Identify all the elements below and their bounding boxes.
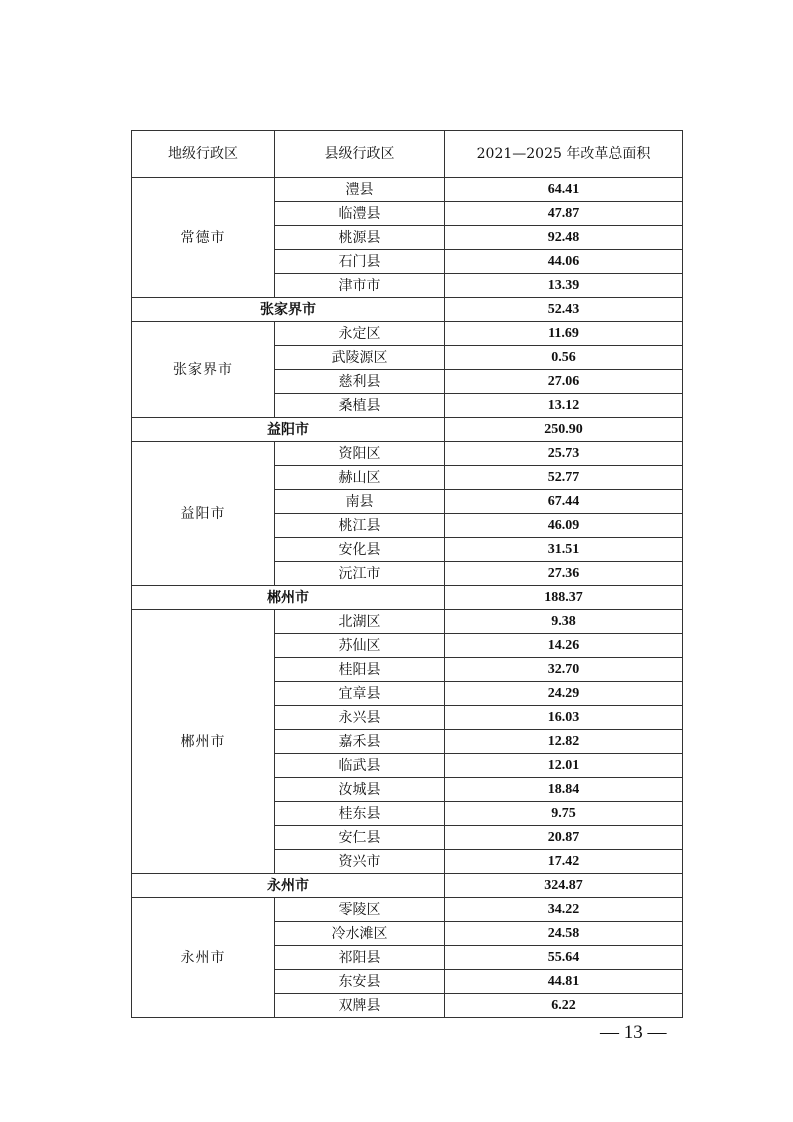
county-name: 桃源县 bbox=[275, 226, 445, 250]
county-name: 资兴市 bbox=[275, 850, 445, 874]
county-name: 嘉禾县 bbox=[275, 730, 445, 754]
county-name: 东安县 bbox=[275, 970, 445, 994]
county-name: 桃江县 bbox=[275, 514, 445, 538]
table-row bbox=[132, 178, 683, 202]
county-name: 临武县 bbox=[275, 754, 445, 778]
county-name: 永定区 bbox=[275, 322, 445, 346]
page-number: — 13 — bbox=[600, 1022, 667, 1043]
area-table bbox=[131, 130, 683, 1018]
county-name: 宜章县 bbox=[275, 682, 445, 706]
subtotal-value: 250.90 bbox=[445, 418, 683, 442]
county-name: 桂阳县 bbox=[275, 658, 445, 682]
county-area-value: 27.06 bbox=[445, 370, 683, 394]
subtotal-name: 益阳市 bbox=[132, 418, 445, 442]
county-area-value: 13.39 bbox=[445, 274, 683, 298]
header-county: 县级行政区 bbox=[275, 131, 445, 178]
subtotal-name: 永州市 bbox=[132, 874, 445, 898]
county-area-value: 20.87 bbox=[445, 826, 683, 850]
county-area-value: 14.26 bbox=[445, 634, 683, 658]
county-name: 临澧县 bbox=[275, 202, 445, 226]
county-name: 双牌县 bbox=[275, 994, 445, 1018]
county-name: 赫山区 bbox=[275, 466, 445, 490]
county-area-value: 47.87 bbox=[445, 202, 683, 226]
county-area-value: 9.75 bbox=[445, 802, 683, 826]
subtotal-value: 188.37 bbox=[445, 586, 683, 610]
county-name: 资阳区 bbox=[275, 442, 445, 466]
county-name: 澧县 bbox=[275, 178, 445, 202]
county-area-value: 27.36 bbox=[445, 562, 683, 586]
header-row bbox=[132, 131, 683, 178]
table-row bbox=[132, 442, 683, 466]
subtotal-value: 52.43 bbox=[445, 298, 683, 322]
county-name: 祁阳县 bbox=[275, 946, 445, 970]
subtotal-row bbox=[132, 874, 683, 898]
county-area-value: 0.56 bbox=[445, 346, 683, 370]
county-area-value: 67.44 bbox=[445, 490, 683, 514]
subtotal-value: 324.87 bbox=[445, 874, 683, 898]
county-area-value: 46.09 bbox=[445, 514, 683, 538]
county-name: 汝城县 bbox=[275, 778, 445, 802]
county-area-value: 9.38 bbox=[445, 610, 683, 634]
county-name: 北湖区 bbox=[275, 610, 445, 634]
county-area-value: 11.69 bbox=[445, 322, 683, 346]
county-name: 零陵区 bbox=[275, 898, 445, 922]
county-name: 慈利县 bbox=[275, 370, 445, 394]
header-area: 2021—2025 年改革总面积 bbox=[445, 131, 683, 178]
subtotal-name: 郴州市 bbox=[132, 586, 445, 610]
county-name: 安化县 bbox=[275, 538, 445, 562]
prefecture-cell: 益阳市 bbox=[132, 442, 275, 586]
prefecture-cell: 常德市 bbox=[132, 178, 275, 298]
county-area-value: 18.84 bbox=[445, 778, 683, 802]
subtotal-name: 张家界市 bbox=[132, 298, 445, 322]
county-area-value: 16.03 bbox=[445, 706, 683, 730]
subtotal-row bbox=[132, 298, 683, 322]
county-area-value: 52.77 bbox=[445, 466, 683, 490]
county-name: 石门县 bbox=[275, 250, 445, 274]
county-name: 安仁县 bbox=[275, 826, 445, 850]
county-area-value: 31.51 bbox=[445, 538, 683, 562]
county-name: 南县 bbox=[275, 490, 445, 514]
county-area-value: 17.42 bbox=[445, 850, 683, 874]
subtotal-row bbox=[132, 586, 683, 610]
table-body bbox=[132, 178, 683, 1018]
county-name: 沅江市 bbox=[275, 562, 445, 586]
county-area-value: 25.73 bbox=[445, 442, 683, 466]
county-area-value: 12.82 bbox=[445, 730, 683, 754]
prefecture-cell: 郴州市 bbox=[132, 610, 275, 874]
table-row bbox=[132, 898, 683, 922]
county-area-value: 92.48 bbox=[445, 226, 683, 250]
county-area-value: 24.58 bbox=[445, 922, 683, 946]
county-name: 苏仙区 bbox=[275, 634, 445, 658]
county-area-value: 24.29 bbox=[445, 682, 683, 706]
county-area-value: 32.70 bbox=[445, 658, 683, 682]
county-area-value: 44.06 bbox=[445, 250, 683, 274]
county-area-value: 13.12 bbox=[445, 394, 683, 418]
subtotal-row bbox=[132, 418, 683, 442]
county-area-value: 34.22 bbox=[445, 898, 683, 922]
table-header bbox=[132, 131, 683, 178]
county-name: 永兴县 bbox=[275, 706, 445, 730]
county-area-value: 12.01 bbox=[445, 754, 683, 778]
county-name: 冷水滩区 bbox=[275, 922, 445, 946]
county-name: 武陵源区 bbox=[275, 346, 445, 370]
prefecture-cell: 永州市 bbox=[132, 898, 275, 1018]
county-name: 津市市 bbox=[275, 274, 445, 298]
table-row bbox=[132, 322, 683, 346]
county-area-value: 6.22 bbox=[445, 994, 683, 1018]
table-row bbox=[132, 610, 683, 634]
county-area-value: 44.81 bbox=[445, 970, 683, 994]
county-name: 桑植县 bbox=[275, 394, 445, 418]
header-prefecture: 地级行政区 bbox=[132, 131, 275, 178]
prefecture-cell: 张家界市 bbox=[132, 322, 275, 418]
county-area-value: 64.41 bbox=[445, 178, 683, 202]
county-name: 桂东县 bbox=[275, 802, 445, 826]
county-area-value: 55.64 bbox=[445, 946, 683, 970]
